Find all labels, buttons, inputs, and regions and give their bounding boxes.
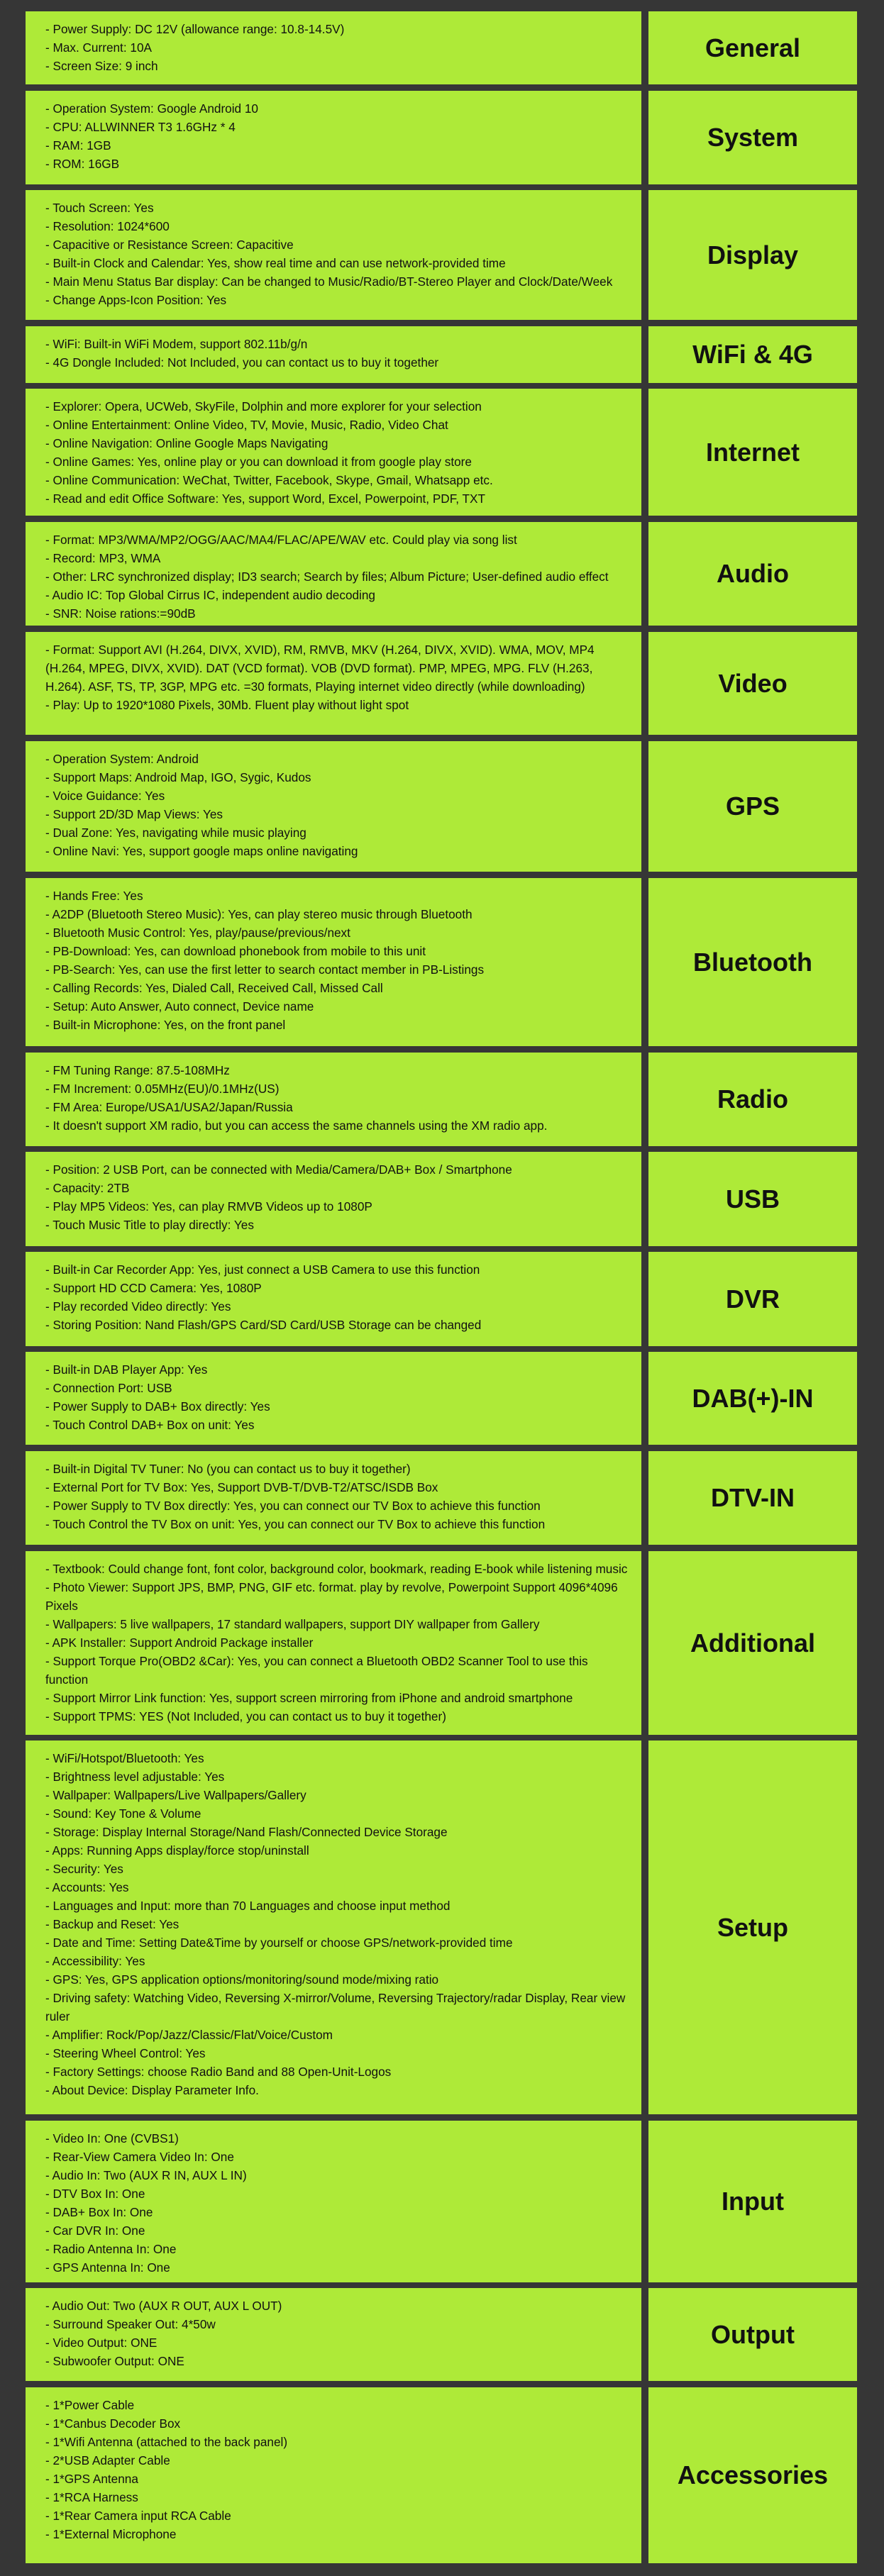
spec-details-cell [26, 389, 641, 516]
spec-details-cell [26, 878, 641, 1046]
spec-item: - Audio IC: Top Global Cirrus IC, independent audio decoding [45, 588, 375, 602]
spec-details-cell [26, 326, 641, 383]
spec-category-cell [648, 389, 857, 516]
spec-item: - Connection Port: USB [45, 1381, 172, 1395]
spec-item: - Bluetooth Music Control: Yes, play/pause/previous/next [45, 926, 350, 940]
spec-item: - Dual Zone: Yes, navigating while music playing [45, 826, 306, 840]
spec-item: - 2*USB Adapter Cable [45, 2453, 170, 2467]
spec-item: - It doesn't support XM radio, but you can access the same channels using the XM radio app. [45, 1118, 548, 1133]
spec-item: - Accessibility: Yes [45, 1954, 145, 1968]
spec-item: - Online Communication: WeChat, Twitter, Facebook, Skype, Gmail, Whatsapp etc. [45, 473, 493, 487]
spec-details-cell [26, 1252, 641, 1346]
spec-item: - Other: LRC synchronized display; ID3 search; Search by files; Album Picture; User-defined audio effect [45, 570, 609, 584]
spec-item: - Read and edit Office Software: Yes, support Word, Excel, Powerpoint, PDF, TXT [45, 492, 486, 506]
spec-category-cell [648, 190, 857, 320]
spec-section-general [0, 11, 884, 84]
spec-section-bluetooth [0, 878, 884, 1046]
spec-category-cell [648, 1053, 857, 1146]
spec-list [45, 640, 629, 714]
spec-item: - Sound: Key Tone & Volume [45, 1806, 201, 1821]
spec-item: - Touch Music Title to play directly: Yes [45, 1218, 254, 1232]
spec-section-gps [0, 741, 884, 872]
spec-list [45, 2297, 629, 2370]
section-title: GPS [725, 792, 780, 821]
spec-item: - Online Entertainment: Online Video, TV, Movie, Music, Radio, Video Chat [45, 418, 448, 432]
spec-item: - Hands Free: Yes [45, 889, 143, 903]
spec-item: - GPS Antenna In: One [45, 2260, 170, 2275]
spec-details-cell [26, 1053, 641, 1146]
spec-item: - Driving safety: Watching Video, Reversing X-mirror/Volume, Reversing Trajectory/radar Display, Rear view ruler [45, 1991, 626, 2023]
spec-list [45, 887, 629, 1034]
spec-item: - 1*GPS Antenna [45, 2472, 138, 2486]
spec-item: - Operation System: Google Android 10 [45, 101, 258, 116]
section-title: Setup [717, 1912, 788, 1942]
spec-item: - DTV Box In: One [45, 2187, 145, 2201]
spec-category-cell [648, 1451, 857, 1545]
spec-section-wifi-4g [0, 326, 884, 383]
spec-section-output [0, 2288, 884, 2381]
spec-item: - Power Supply to TV Box directly: Yes, you can connect our TV Box to achieve this function [45, 1499, 541, 1513]
spec-category-cell [648, 632, 857, 735]
spec-details-cell [26, 190, 641, 320]
spec-item: - Amplifier: Rock/Pop/Jazz/Classic/Flat/Voice/Custom [45, 2028, 333, 2042]
spec-category-cell [648, 1551, 857, 1735]
spec-item: - Accounts: Yes [45, 1880, 129, 1894]
spec-category-cell [648, 741, 857, 872]
spec-category-cell [648, 522, 857, 626]
spec-list [45, 531, 629, 623]
section-title: Display [707, 240, 799, 270]
spec-category-cell [648, 91, 857, 184]
section-title: Video [718, 668, 788, 698]
spec-category-cell [648, 326, 857, 383]
spec-item: - Capacitive or Resistance Screen: Capacitive [45, 238, 294, 252]
spec-item: - Factory Settings: choose Radio Band and 88 Open-Unit-Logos [45, 2065, 392, 2079]
spec-item: - Subwoofer Output: ONE [45, 2354, 184, 2368]
section-title: Bluetooth [693, 947, 812, 977]
spec-item: - Backup and Reset: Yes [45, 1917, 179, 1931]
section-title: DAB(+)-IN [692, 1383, 814, 1413]
spec-item: - Built-in Digital TV Tuner: No (you can contact us to buy it together) [45, 1462, 411, 1476]
spec-details-cell [26, 1741, 641, 2114]
spec-section-dvr [0, 1252, 884, 1346]
spec-item: - FM Area: Europe/USA1/USA2/Japan/Russia [45, 1100, 293, 1114]
spec-details-cell [26, 632, 641, 735]
spec-item: - Calling Records: Yes, Dialed Call, Received Call, Missed Call [45, 981, 383, 995]
spec-list [45, 1749, 629, 2099]
spec-item: - Play MP5 Videos: Yes, can play RMVB Videos up to 1080P [45, 1199, 372, 1214]
spec-category-cell [648, 1252, 857, 1346]
spec-section-audio [0, 522, 884, 626]
spec-item: - Position: 2 USB Port, can be connected with Media/Camera/DAB+ Box / Smartphone [45, 1162, 512, 1177]
spec-item: - CPU: ALLWINNER T3 1.6GHz * 4 [45, 120, 236, 134]
spec-item: - Surround Speaker Out: 4*50w [45, 2317, 216, 2331]
spec-list [45, 199, 629, 309]
spec-details-cell [26, 91, 641, 184]
spec-item: - Support TPMS: YES (Not Included, you can contact us to buy it together) [45, 1709, 446, 1723]
section-title: System [707, 123, 799, 152]
spec-list [45, 1160, 629, 1234]
spec-item: - Format: Support AVI (H.264, DIVX, XVID), RM, RMVB, MKV (H.264, DIVX, XVID). WMA, MOV, MP4 (H.264, MPEG, DIVX, XVID). DAT (VCD format). VOB (DVD format). PMP, MPEG, MPG. FLV (H.263, H.264). ASF, TS, TP, 3GP, MPG etc. =30 formats, Playing internet video directly (while downloading) [45, 643, 595, 694]
spec-list [45, 397, 629, 508]
spec-item: - Languages and Input: more than 70 Languages and choose input method [45, 1899, 451, 1913]
spec-list [45, 1061, 629, 1135]
section-title: Output [711, 2319, 795, 2349]
spec-item: - DAB+ Box In: One [45, 2205, 153, 2219]
spec-item: - RAM: 1GB [45, 138, 111, 152]
spec-item: - Radio Antenna In: One [45, 2242, 177, 2256]
spec-item: - Security: Yes [45, 1862, 123, 1876]
spec-item: - Audio In: Two (AUX R IN, AUX L IN) [45, 2168, 247, 2182]
section-title: Accessories [677, 2460, 829, 2489]
spec-item: - Play recorded Video directly: Yes [45, 1299, 231, 1314]
spec-details-cell [26, 1451, 641, 1545]
spec-item: - Support Maps: Android Map, IGO, Sygic, Kudos [45, 770, 311, 784]
spec-item: - Wallpaper: Wallpapers/Live Wallpapers/Gallery [45, 1788, 306, 1802]
spec-item: - 1*Rear Camera input RCA Cable [45, 2509, 231, 2523]
spec-section-display [0, 190, 884, 320]
section-title: USB [725, 1184, 780, 1214]
spec-item: - SNR: Noise rations:=90dB [45, 606, 196, 621]
spec-item: - Capacity: 2TB [45, 1181, 130, 1195]
spec-item: - Support HD CCD Camera: Yes, 1080P [45, 1281, 262, 1295]
spec-section-setup [0, 1741, 884, 2114]
spec-item: - FM Tuning Range: 87.5-108MHz [45, 1063, 230, 1077]
spec-item: - Storage: Display Internal Storage/Nand Flash/Connected Device Storage [45, 1825, 448, 1839]
spec-list [45, 1360, 629, 1434]
spec-item: - Online Navigation: Online Google Maps Navigating [45, 436, 328, 450]
spec-item: - Brightness level adjustable: Yes [45, 1770, 225, 1784]
spec-item: - Support Mirror Link function: Yes, support screen mirroring from iPhone and android smartphone [45, 1691, 573, 1705]
spec-details-cell [26, 11, 641, 84]
section-title: General [705, 33, 801, 62]
section-title: Radio [717, 1084, 788, 1114]
spec-item: - Apps: Running Apps display/force stop/uninstall [45, 1843, 309, 1858]
spec-item: - Touch Control DAB+ Box on unit: Yes [45, 1418, 255, 1432]
spec-details-cell [26, 522, 641, 626]
spec-item: - Record: MP3, WMA [45, 551, 161, 565]
spec-list [45, 750, 629, 860]
spec-section-additional [0, 1551, 884, 1735]
spec-item: - Operation System: Android [45, 752, 199, 766]
spec-list [45, 99, 629, 173]
spec-section-video [0, 632, 884, 735]
spec-category-cell [648, 1152, 857, 1246]
spec-list [45, 2396, 629, 2543]
spec-item: - PB-Search: Yes, can use the first letter to search contact member in PB-Listings [45, 962, 485, 977]
spec-item: - Photo Viewer: Support JPS, BMP, PNG, GIF etc. format. play by revolve, Powerpoint Support 4096*4096 Pixels [45, 1580, 618, 1613]
spec-details-cell [26, 1551, 641, 1735]
spec-item: - WiFi: Built-in WiFi Modem, support 802.11b/g/n [45, 337, 308, 351]
spec-item: - 1*RCA Harness [45, 2490, 138, 2504]
spec-details-cell [26, 1352, 641, 1445]
spec-item: - Video In: One (CVBS1) [45, 2131, 179, 2145]
spec-details-cell [26, 2121, 641, 2282]
spec-item: - GPS: Yes, GPS application options/monitoring/sound mode/mixing ratio [45, 1972, 439, 1987]
spec-list [45, 1260, 629, 1334]
spec-item: - A2DP (Bluetooth Stereo Music): Yes, can play stereo music through Bluetooth [45, 907, 473, 921]
spec-section-dab-in [0, 1352, 884, 1445]
spec-item: - Setup: Auto Answer, Auto connect, Device name [45, 999, 314, 1014]
spec-section-accessories [0, 2387, 884, 2563]
spec-item: - Play: Up to 1920*1080 Pixels, 30Mb. Fluent play without light spot [45, 698, 409, 712]
spec-list [45, 20, 629, 75]
spec-item: - Built-in DAB Player App: Yes [45, 1362, 208, 1377]
spec-item: - 1*Power Cable [45, 2398, 135, 2412]
spec-list [45, 2129, 629, 2277]
spec-item: - Change Apps-Icon Position: Yes [45, 293, 227, 307]
spec-item: - Wallpapers: 5 live wallpapers, 17 standard wallpapers, support DIY wallpaper from Gallery [45, 1617, 540, 1631]
spec-item: - Format: MP3/WMA/MP2/OGG/AAC/MA4/FLAC/APE/WAV etc. Could play via song list [45, 533, 517, 547]
spec-item: - Resolution: 1024*600 [45, 219, 170, 233]
section-title: Input [722, 2187, 784, 2216]
spec-item: - Voice Guidance: Yes [45, 789, 165, 803]
section-title: WiFi & 4G [692, 340, 813, 369]
spec-item: - Online Games: Yes, online play or you can download it from google play store [45, 455, 472, 469]
spec-item: - Rear-View Camera Video In: One [45, 2150, 234, 2164]
spec-item: - Touch Screen: Yes [45, 201, 154, 215]
spec-item: - FM Increment: 0.05MHz(EU)/0.1MHz(US) [45, 1082, 280, 1096]
spec-item: - Explorer: Opera, UCWeb, SkyFile, Dolphin and more explorer for your selection [45, 399, 482, 413]
spec-item: - Audio Out: Two (AUX R OUT, AUX L OUT) [45, 2299, 282, 2313]
spec-category-cell [648, 2288, 857, 2381]
spec-item: - Steering Wheel Control: Yes [45, 2046, 206, 2060]
spec-list [45, 335, 629, 372]
spec-category-cell [648, 2121, 857, 2282]
section-title: Internet [705, 437, 800, 467]
spec-category-cell [648, 11, 857, 84]
spec-item: - 1*External Microphone [45, 2527, 177, 2541]
spec-item: - About Device: Display Parameter Info. [45, 2083, 259, 2097]
section-title: DVR [725, 1284, 780, 1314]
spec-item: - 4G Dongle Included: Not Included, you can contact us to buy it together [45, 355, 439, 370]
spec-details-cell [26, 741, 641, 872]
spec-section-radio [0, 1053, 884, 1146]
spec-item: - Support 2D/3D Map Views: Yes [45, 807, 223, 821]
spec-list [45, 1460, 629, 1533]
spec-item: - PB-Download: Yes, can download phonebook from mobile to this unit [45, 944, 426, 958]
spec-details-cell [26, 1152, 641, 1246]
spec-details-cell [26, 2288, 641, 2381]
spec-section-input [0, 2121, 884, 2282]
spec-item: - Power Supply: DC 12V (allowance range: 10.8-14.5V) [45, 22, 345, 36]
spec-section-dtv-in [0, 1451, 884, 1545]
section-title: DTV-IN [710, 1483, 795, 1512]
spec-item: - Date and Time: Setting Date&Time by yourself or choose GPS/network-provided time [45, 1936, 513, 1950]
spec-item: - Online Navi: Yes, support google maps online navigating [45, 844, 358, 858]
spec-item: - Touch Control the TV Box on unit: Yes, you can connect our TV Box to achieve this function [45, 1517, 546, 1531]
spec-item: - Built-in Car Recorder App: Yes, just connect a USB Camera to use this function [45, 1262, 480, 1277]
spec-item: - Storing Position: Nand Flash/GPS Card/SD Card/USB Storage can be changed [45, 1318, 482, 1332]
section-title: Additional [690, 1628, 815, 1658]
spec-category-cell [648, 2387, 857, 2563]
spec-item: - 1*Wifi Antenna (attached to the back panel) [45, 2435, 288, 2449]
spec-item: - Built-in Microphone: Yes, on the front panel [45, 1018, 286, 1032]
spec-item: - ROM: 16GB [45, 157, 120, 171]
spec-item: - Support Torque Pro(OBD2 &Car): Yes, you can connect a Bluetooth OBD2 Scanner Tool to use this function [45, 1654, 588, 1687]
spec-item: - Main Menu Status Bar display: Can be changed to Music/Radio/BT-Stereo Player and Clock/Date/Week [45, 274, 613, 289]
spec-list [45, 1560, 629, 1726]
spec-category-cell [648, 1352, 857, 1445]
spec-item: - Car DVR In: One [45, 2224, 145, 2238]
spec-item: - Built-in Clock and Calendar: Yes, show real time and can use network-provided time [45, 256, 506, 270]
spec-item: - Video Output: ONE [45, 2336, 158, 2350]
spec-item: - WiFi/Hotspot/Bluetooth: Yes [45, 1751, 204, 1765]
spec-item: - External Port for TV Box: Yes, Support DVB-T/DVB-T2/ATSC/ISDB Box [45, 1480, 438, 1494]
spec-item: - Power Supply to DAB+ Box directly: Yes [45, 1399, 270, 1414]
spec-section-internet [0, 389, 884, 516]
section-title: Audio [717, 559, 789, 588]
spec-section-system [0, 91, 884, 184]
spec-category-cell [648, 878, 857, 1046]
spec-item: - APK Installer: Support Android Package installer [45, 1636, 314, 1650]
spec-details-cell [26, 2387, 641, 2563]
spec-category-cell [648, 1741, 857, 2114]
spec-item: - Max. Current: 10A [45, 40, 152, 55]
spec-item: - Screen Size: 9 inch [45, 59, 158, 73]
spec-item: - Textbook: Could change font, font color, background color, bookmark, reading E-book while listening music [45, 1562, 628, 1576]
spec-item: - 1*Canbus Decoder Box [45, 2416, 181, 2431]
spec-section-usb [0, 1152, 884, 1246]
